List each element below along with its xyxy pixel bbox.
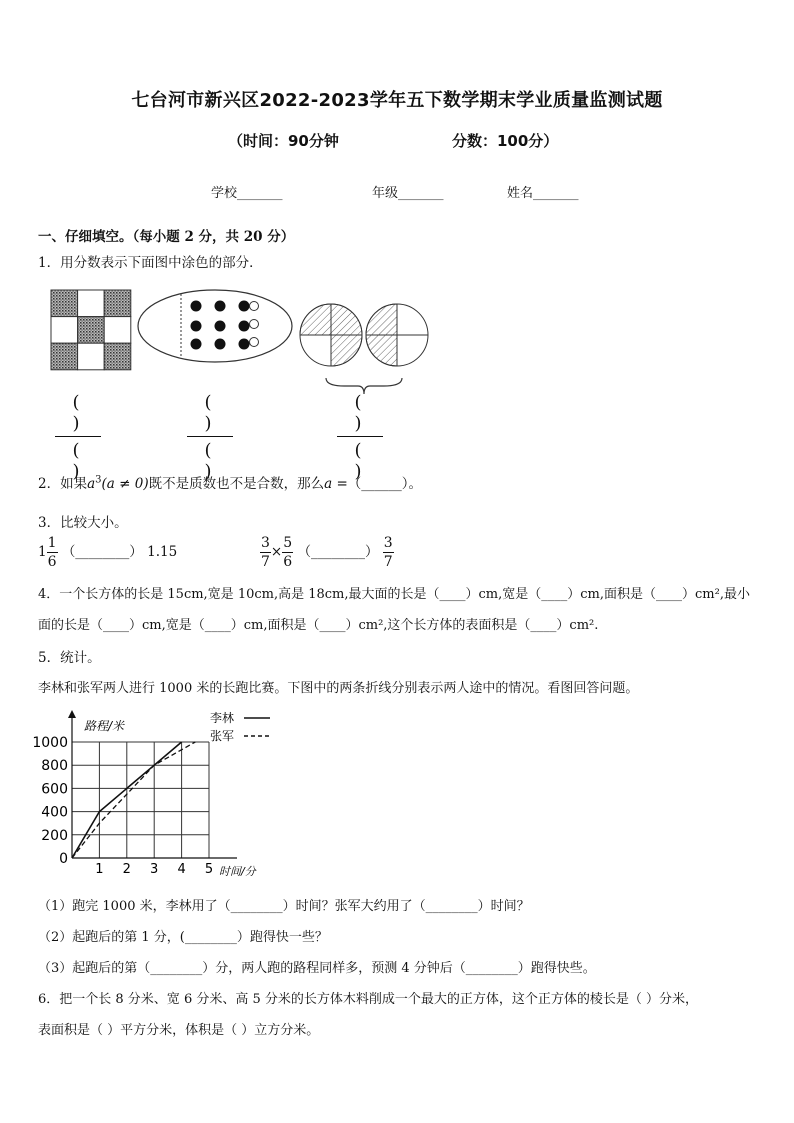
q5-sub-3: （3）起跑后的第（________）分，两人跑的路程同样多，预测 4 分钟后（________）跑得快些。	[38, 961, 596, 976]
q3-blank-a[interactable]: （________）	[61, 544, 143, 560]
q6-line-1: 6．把一个长 8 分米、宽 6 分米、高 5 分米的长方体木料削成一个最大的正方体，这个正方体的棱长是（ ）分米，	[38, 992, 699, 1007]
x-tick-label: 5	[204, 862, 214, 877]
school-blank[interactable]: _______	[237, 186, 283, 201]
q3-blank-b[interactable]: （________）	[297, 544, 379, 560]
q2-prefix: 2．如果	[38, 476, 88, 492]
y-tick-label: 400	[41, 804, 68, 821]
y-tick-label: 200	[41, 827, 68, 844]
answer-denominator[interactable]: ( )	[204, 440, 222, 482]
q5-description: 李林和张军两人进行 1000 米的长跑比赛。下图中的两条折线分别表示两人途中的情况。看图回答问题。	[38, 681, 639, 696]
mixed-whole: 1	[38, 544, 47, 560]
fraction-3-7-rhs: $\frac{3}{7}$	[383, 535, 393, 570]
school-field[interactable]	[211, 182, 283, 201]
y-tick-label: 800	[41, 758, 68, 775]
q3-value-a: 1.15	[147, 544, 178, 560]
x-tick-label: 1	[95, 862, 104, 877]
fraction-1-6: $\frac{1}{6}$	[47, 535, 57, 570]
q1-text: 1．用分数表示下面图中涂色的部分．	[38, 255, 263, 271]
page-title: 七台河市新兴区2022-2023学年五下数学期末学业质量监测试题	[131, 90, 663, 111]
time-label: （时间：90分钟	[228, 132, 339, 150]
y-tick-label: 1000	[32, 735, 68, 751]
race-line-chart	[30, 700, 290, 885]
q2-text	[38, 472, 422, 492]
y-tick-label: 600	[41, 781, 68, 798]
q5-text: 5．统计。	[38, 650, 101, 666]
q2-exponent: 3	[95, 474, 102, 486]
grade-field[interactable]	[372, 182, 444, 201]
q1-answer-1[interactable]	[55, 392, 101, 482]
q5-sub-2: （2）起跑后的第 1 分，(________）跑得快一些？	[38, 930, 328, 945]
checkered-square-figure	[50, 289, 132, 371]
legend-label: 张军	[210, 729, 235, 743]
section-1-heading: 一、仔细填空。（每小题 2 分，共 20 分）	[38, 229, 295, 245]
x-axis-label: 时间/分	[219, 865, 256, 878]
q2-answer-blank[interactable]: =（______）。	[332, 476, 423, 492]
q2-var: a	[324, 476, 333, 492]
answer-denominator[interactable]: ( )	[72, 440, 90, 482]
q4-line-2: 面的长是（____）cm,宽是（____）cm,面积是（____）cm²,这个长方体的表面积是（____）cm².	[38, 618, 599, 633]
legend-label: 李林	[210, 711, 235, 725]
q4-line-1: 4．一个长方体的长是 15cm,宽是 10cm,高是 18cm,最大面的长是（____）cm,宽是（____）cm,面积是（____）cm²,最小	[38, 587, 750, 602]
series-line-zhangjun	[72, 742, 195, 858]
x-tick-label: 2	[122, 862, 131, 877]
name-field[interactable]	[507, 182, 579, 201]
y-axis-arrow	[68, 710, 76, 718]
ellipse-dots-figure	[136, 288, 294, 364]
q1-answer-2[interactable]	[187, 392, 233, 482]
q6-line-2: 表面积是（ ）平方分米，体积是（ ）立方分米。	[38, 1023, 320, 1038]
q2-condition: (a ≠ 0)	[101, 476, 149, 492]
times-sign: ×	[270, 544, 283, 560]
answer-numerator[interactable]: ( )	[55, 392, 101, 437]
q2-base: a	[87, 476, 96, 492]
x-tick-label: 4	[177, 862, 186, 877]
answer-denominator[interactable]: ( )	[354, 440, 372, 482]
answer-numerator[interactable]: ( )	[187, 392, 233, 437]
y-axis-label: 路程/米	[84, 719, 125, 733]
answer-numerator[interactable]: ( )	[337, 392, 383, 437]
name-blank[interactable]: _______	[533, 186, 579, 201]
grade-label: 年级	[372, 186, 399, 201]
q2-middle: 既不是质数也不是合数，那么	[148, 476, 325, 492]
q3-text: 3．比较大小。	[38, 515, 128, 531]
q3-part-a	[38, 536, 177, 569]
x-tick-label: 3	[150, 862, 159, 877]
y-tick-label: 0	[59, 851, 68, 867]
q1-answer-3[interactable]	[337, 392, 383, 482]
name-label: 姓名	[507, 186, 534, 201]
q3-part-b	[260, 536, 394, 569]
grade-blank[interactable]: _______	[398, 186, 444, 201]
school-label: 学校	[211, 186, 238, 201]
two-circles-figure	[298, 302, 434, 398]
score-label: 分数：100分）	[452, 132, 559, 150]
fraction-3-7: $\frac{3}{7}$	[261, 535, 270, 570]
fraction-5-6: $\frac{5}{6}$	[283, 535, 293, 570]
q5-sub-1: （1）跑完 1000 米，李林用了（________）时间？张军大约用了（________）时间？	[38, 899, 530, 914]
